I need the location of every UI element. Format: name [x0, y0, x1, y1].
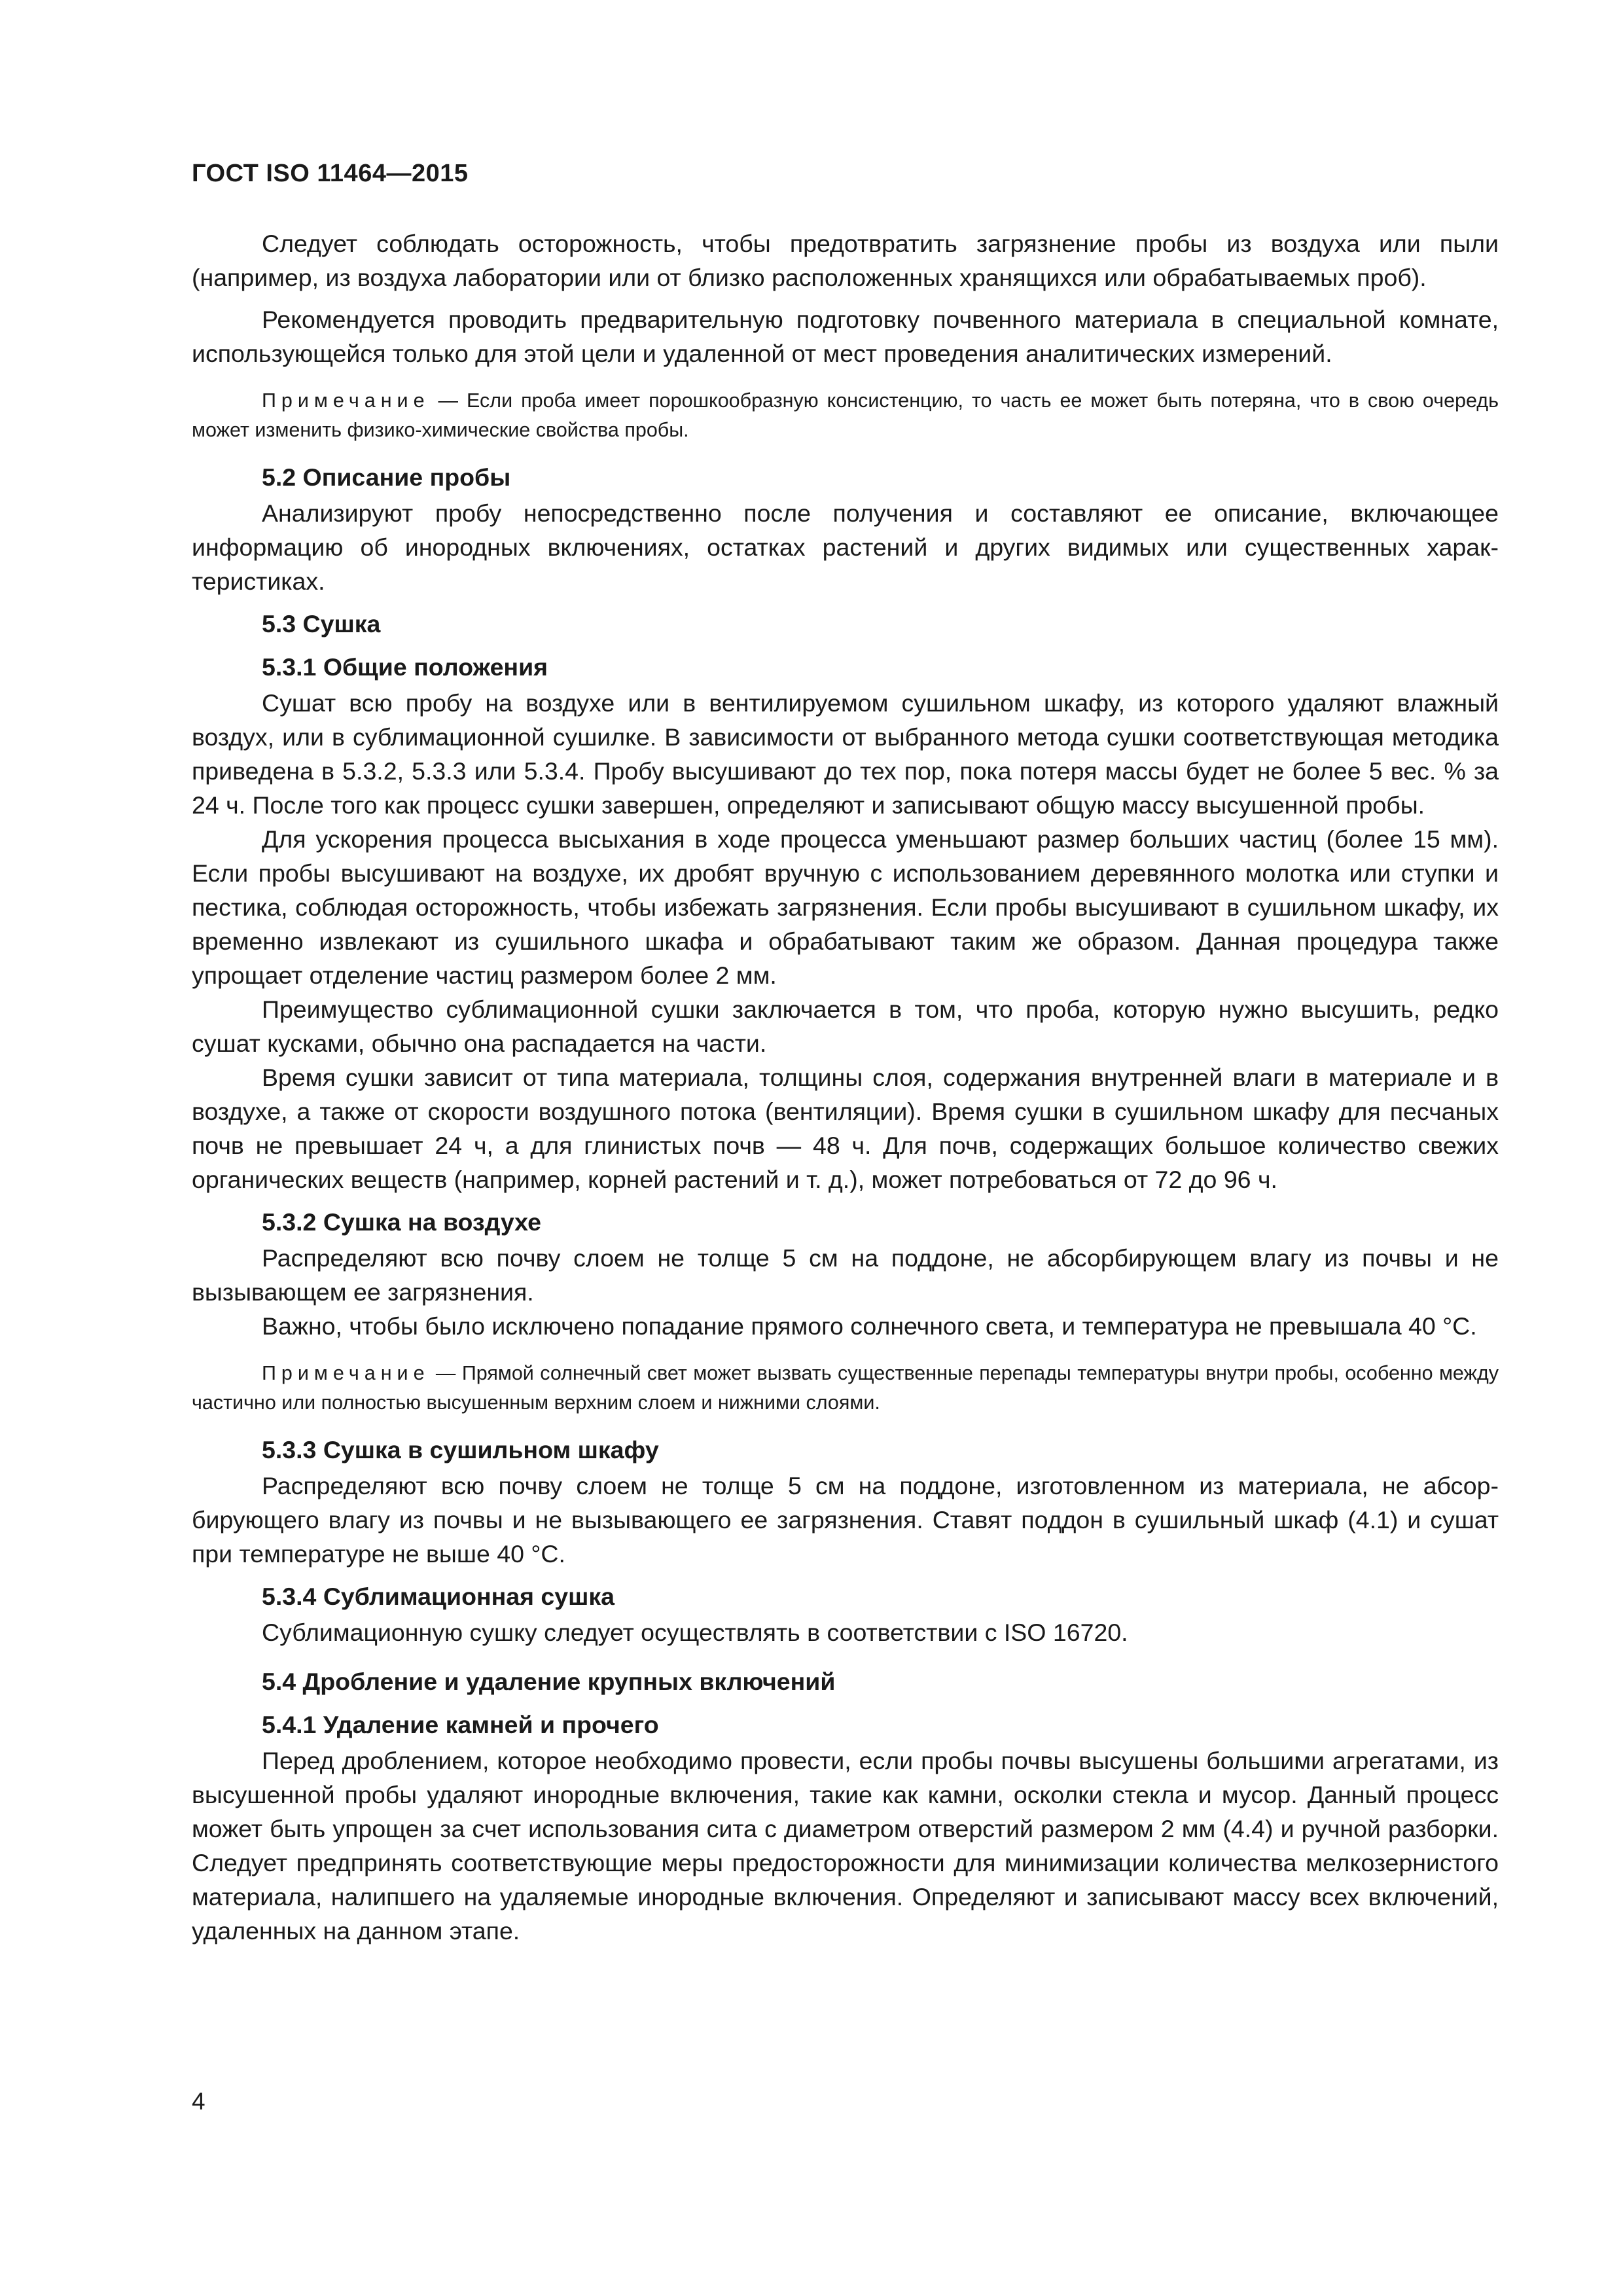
- paragraph: Важно, чтобы было исключено попадание прямого солнечного света, и температура не превышала 40 °С.: [262, 1312, 1477, 1340]
- section-heading-5-3-2: 5.3.2 Сушка на воздухе: [262, 1208, 541, 1236]
- note: [192, 1359, 1499, 1418]
- note-label: Примечание: [262, 389, 430, 412]
- page-number: 4: [192, 2088, 205, 2115]
- paragraph: Для ускорения процесса высыхания в ходе процесса уменьшают размер больших частиц (более 15 мм). Если пробы высушивают на воздухе, их дробят вручную с использованием деревянного молотка или ступки и пестика, соблюдая осторожность, чтобы избежать загрязнения. Если пробы высушивают в сушильном шкафу, их временно извлекают из сушильного шкафа и обрабатывают таким же образом. Данная процедура также упрощает отделение частиц размером более 2 мм.: [192, 825, 1499, 989]
- paragraph: Рекомендуется проводить предварительную подготовку почвенного материала в специальной комнате, использующейся только для этой цели и удаленной от мест проведения аналитических измерений.: [192, 306, 1499, 367]
- standard-header: ГОСТ ISO 11464—2015: [192, 160, 469, 187]
- paragraph: Следует соблюдать осторожность, чтобы предотвратить загрязнение пробы из воздуха или пыли (например, из воздуха лаборатории или от близко расположенных хранящихся или обрабатываемых проб).: [192, 230, 1499, 291]
- paragraph: Распределяют всю почву слоем не толще 5 см на поддоне, не абсорбирующем влагу из почвы и не вызывающем ее загрязнения.: [192, 1244, 1499, 1306]
- section-heading-5-4: 5.4 Дробление и удаление крупных включений: [262, 1668, 836, 1695]
- paragraph: Распределяют всю почву слоем не толще 5 см на поддоне, изготовленном из материала, не абсорбирующего влагу из почвы и не вызывающего ее загрязнения. Ставят поддон в сушильный шкаф (4.1) и сушат при температуре не выше 40 °С.: [192, 1472, 1499, 1568]
- section-heading-5-3-3: 5.3.3 Сушка в сушильном шкафу: [262, 1436, 659, 1463]
- section-heading-5-3-1: 5.3.1 Общие положения: [262, 653, 548, 681]
- note: [192, 386, 1499, 445]
- section-heading-5-3: 5.3 Сушка: [262, 610, 381, 637]
- paragraph: Анализируют пробу непосредственно после получения и составляют ее описание, включающее информацию об инородных включениях, остатках растений и других видимых или существенных характеристиках.: [192, 499, 1499, 595]
- section-heading-5-4-1: 5.4.1 Удаление камней и прочего: [262, 1711, 659, 1738]
- note-text: — Если проба имеет порошкообразную консистенцию, то часть ее может быть потеряна, что в свою очередь может изменить физико-химические свойства пробы.: [192, 389, 1499, 441]
- paragraph: Сублимационную сушку следует осуществлять в соответствии с ISO 16720.: [262, 1619, 1128, 1646]
- paragraph: Сушат всю пробу на воздухе или в вентилируемом сушильном шкафу, из которого удаляют влажный воздух, или в сублимационной сушилке. В зависимости от выбранного метода сушки соответствующая методика приведена в 5.3.2, 5.3.3 или 5.3.4. Пробу высушивают до тех пор, пока потеря массы будет не более 5 вес. % за 24 ч. После того как процесс сушки завершен, определяют и записывают общую массу высушенной пробы.: [192, 689, 1499, 819]
- note-label: Примечание: [262, 1362, 430, 1384]
- section-heading-5-2: 5.2 Описание пробы: [262, 463, 511, 491]
- document-body: [192, 226, 1499, 1948]
- paragraph: Время сушки зависит от типа материала, толщины слоя, содержания внутренней влаги в материале и в воздухе, а также от скорости воздушного потока (вентиляции). Время сушки в сушильном шкафу для песчаных почв не превышает 24 ч, а для глинистых почв — 48 ч. Для почв, содержащих большое количество свежих органических веществ (например, корней растений и т. д.), может потребоваться от 72 до 96 ч.: [192, 1064, 1499, 1193]
- paragraph: Преимущество сублимационной сушки заключается в том, что проба, которую нужно высушить, редко сушат кусками, обычно она распадается на части.: [192, 996, 1499, 1057]
- section-heading-5-3-4: 5.3.4 Сублимационная сушка: [262, 1583, 615, 1610]
- paragraph: Перед дроблением, которое необходимо провести, если пробы почвы высушены большими агрегатами, из высушенной пробы удаляют инородные включения, такие как камни, осколки стекла и мусор. Данный процесс может быть упрощен за счет использования сита с диаметром отверстий размером 2 мм (4.4) и ручной разборки. Следует предпринять соответствующие меры предосторожности для минимизации количества мелкозернистого материала, налипшего на удаляемые инородные включения. Определяют и записывают массу всех включений, удаленных на данном этапе.: [192, 1747, 1499, 1945]
- note-text: — Прямой солнечный свет может вызвать существенные перепады температуры внутри пробы, особенно между частично или полностью высушенным верхним слоем и нижними слоями.: [192, 1362, 1499, 1414]
